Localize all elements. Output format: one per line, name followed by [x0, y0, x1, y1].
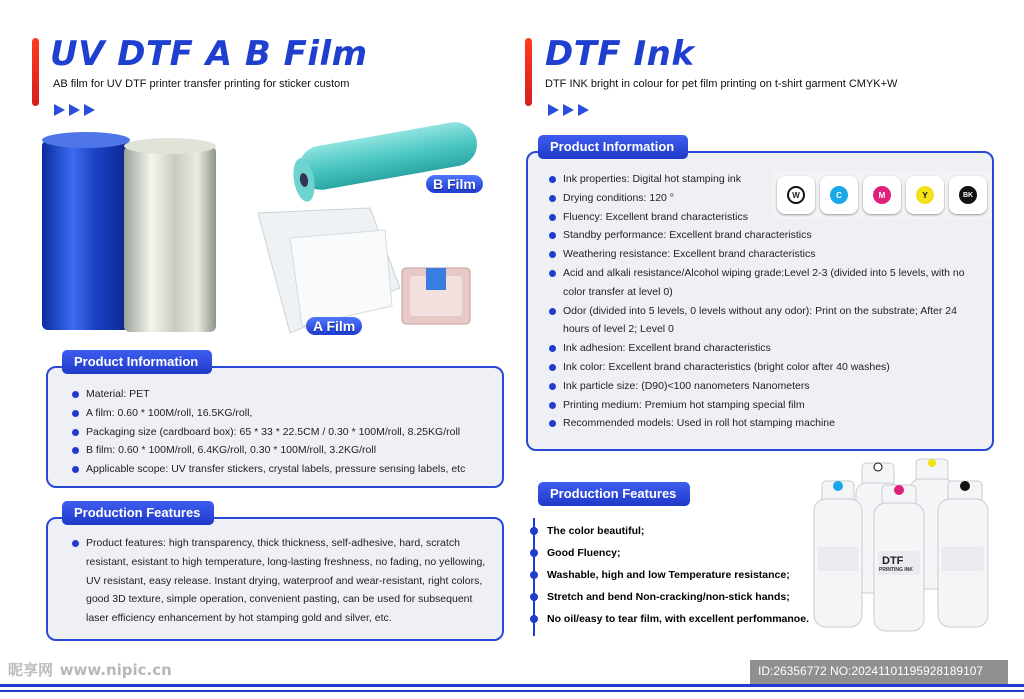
timeline-dot [530, 571, 538, 579]
list-item: Ink adhesion: Excellent brand characteristics [547, 339, 977, 358]
list-item: Ink properties: Digital hot stamping ink [547, 170, 977, 189]
list-item: The color beautiful; [547, 525, 645, 537]
watermark-logo-text: 昵享网 [8, 661, 54, 679]
list-item: Product features: high transparency, thick thickness, self-adhesive, hard, scratch resistant, esistant to high temperature, long-lasting freshness, no fading, no yellowing, UV resistant, easy release. Instant drying, waterproof and wear-resistant, right colors, good 3D texture, simple operation, convenient pasting, can be used for subsequent laser efficiency enhancement by hot stamping gold and silver, etc. [70, 534, 498, 628]
left-arrow-decoration [54, 104, 95, 116]
list-item: Material: PET [70, 385, 490, 404]
right-production-features-heading: Production Features [538, 482, 690, 506]
list-item: Ink particle size: (D90)<100 nanometers Nanometers [547, 377, 977, 396]
ink-caps-image [772, 171, 992, 219]
right-production-features-list [547, 520, 809, 630]
watermark-id: ID:26356772 NO:20241101195928189107 [750, 660, 1008, 684]
list-item: Packaging size (cardboard box): 65 * 33 * 22.5CM / 0.30 * 100M/roll, 8.25KG/roll [70, 423, 490, 442]
ink-cap [820, 176, 858, 214]
left-production-features-heading: Production Features [62, 501, 214, 525]
timeline-dot [530, 549, 538, 557]
timeline-dot [530, 593, 538, 601]
left-subtitle: AB film for UV DTF printer transfer printing for sticker custom [53, 78, 350, 90]
timeline-dot [530, 527, 538, 535]
right-arrow-decoration [548, 104, 589, 116]
list-item: B film: 0.60 * 100M/roll, 6.4KG/roll, 0.30 * 100M/roll, 3.2KG/roll [70, 441, 490, 460]
list-item: No oil/easy to tear film, with excellent perfommanoe. [547, 613, 809, 625]
list-item: Applicable scope: UV transfer stickers, crystal labels, pressure sensing labels, etc [70, 460, 490, 479]
ink-bottles-image [810, 455, 1010, 635]
ink-cap [949, 176, 987, 214]
b-film-label: B Film [426, 175, 483, 193]
film-product-image [40, 118, 500, 343]
ink-cap-label-c: C [830, 186, 848, 204]
list-item: Fluency: Excellent brand characteristics [547, 208, 977, 227]
left-title: UV DTF A B Film [50, 34, 368, 74]
list-item: Stretch and bend Non-cracking/non-stick hands; [547, 591, 790, 603]
a-film-label: A Film [306, 317, 362, 335]
right-product-info-heading: Product Information [538, 135, 688, 159]
watermark-logo-url: www.nipic.cn [59, 661, 172, 679]
ink-cap-label-y: Y [916, 186, 934, 204]
bottle-subtitle-label: PRINTING INK [879, 567, 913, 573]
ink-cap [863, 176, 901, 214]
list-item: Weathering resistance: Excellent brand characteristics [547, 245, 977, 264]
left-accent-bar [32, 38, 39, 106]
ink-cap [906, 176, 944, 214]
right-subtitle: DTF INK bright in colour for pet film printing on t-shirt garment CMYK+W [545, 78, 898, 90]
ink-cap-label-bk: BK [959, 186, 977, 204]
left-production-features-list [70, 534, 498, 628]
list-item: Standby performance: Excellent brand characteristics [547, 226, 977, 245]
list-item: Acid and alkali resistance/Alcohol wiping grade:Level 2-3 (divided into 5 levels, with no color transfer at level 0) [547, 264, 977, 302]
list-item: Ink color: Excellent brand characteristics (bright color after 40 washes) [547, 358, 977, 377]
ink-cap-label-m: M [873, 186, 891, 204]
right-title: DTF Ink [545, 34, 695, 74]
left-product-info-heading: Product Information [62, 350, 212, 374]
bottle-brand-label: DTF [882, 555, 904, 567]
list-item: Recommended models: Used in roll hot stamping machine [547, 414, 977, 433]
left-product-info-list [70, 385, 490, 479]
list-item: Printing medium: Premium hot stamping special film [547, 396, 977, 415]
ink-cap-label-w: W [787, 186, 805, 204]
timeline-dot [530, 615, 538, 623]
list-item: Washable, high and low Temperature resistance; [547, 569, 790, 581]
watermark-logo [8, 658, 172, 680]
bottom-rule [0, 684, 1024, 687]
list-item: A film: 0.60 * 100M/roll, 16.5KG/roll, [70, 404, 490, 423]
list-item: Drying conditions: 120 ° [547, 189, 977, 208]
ink-cap [777, 176, 815, 214]
list-item: Odor (divided into 5 levels, 0 levels without any odor): Print on the substrate; After 24 hours of level 2; Level 0 [547, 302, 977, 340]
bottom-rule-secondary [0, 690, 1024, 692]
right-accent-bar [525, 38, 532, 106]
list-item: Good Fluency; [547, 547, 621, 559]
